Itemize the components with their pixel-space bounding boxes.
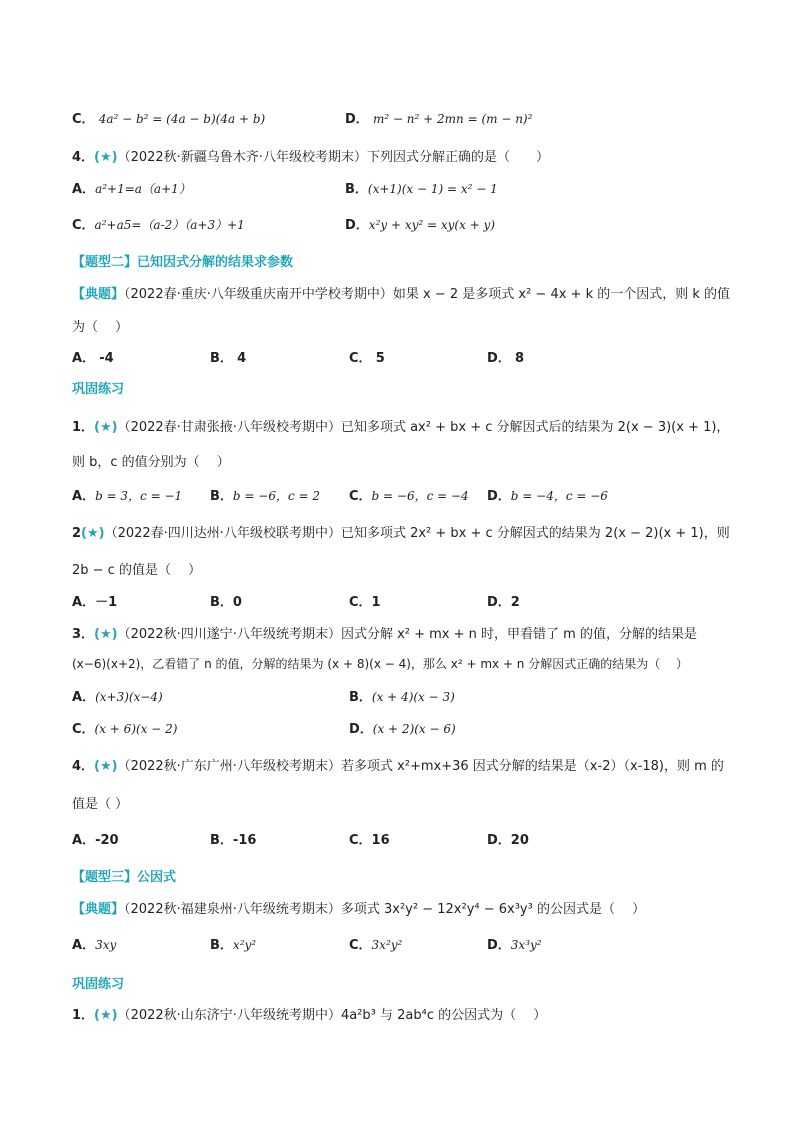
star-icon: (★) <box>94 420 118 435</box>
option-math: a²+a5=（a-2）（a+3）+1 <box>94 218 245 232</box>
question-text: 多项式 3x²y² − 12x²y⁴ − 6x³y³ 的公因式是（ ） <box>340 902 646 917</box>
question-text: 若多项式 x²+mx+36 因式分解的结果是（x-2）（x-18)，则 m 的 <box>340 759 724 774</box>
question-number: 1． <box>72 420 95 435</box>
option-c[interactable] <box>72 214 245 233</box>
question-number: 4． <box>72 150 95 165</box>
question-text: 已知多项式 ax² + bx + c 分解因式后的结果为 2(x − 3)(x + 1)， <box>340 420 730 435</box>
option-letter: C． <box>72 218 95 233</box>
option-b[interactable] <box>210 485 320 504</box>
option-letter: B． <box>349 690 372 705</box>
practice-label: 巩固练习 <box>72 977 125 992</box>
option-letter: B． <box>345 182 368 197</box>
question-1-stem <box>72 416 729 435</box>
option-a[interactable] <box>72 485 182 504</box>
question-text: 因式分解 x² + mx + n 时，甲看错了 m 的值，分解的结果是 <box>340 627 697 642</box>
option-letter: C． <box>72 722 95 737</box>
option-math: m² − n² + 2mn = (m − n)² <box>372 112 533 126</box>
question-number: 4． <box>72 759 95 774</box>
option-math: 3xy <box>95 938 117 952</box>
option-b[interactable] <box>210 934 256 953</box>
option-a[interactable] <box>72 829 119 848</box>
star-icon: (★) <box>94 759 118 774</box>
section-title: 【题型二】已知因式分解的结果求参数 <box>72 255 294 270</box>
option-b[interactable] <box>349 686 455 705</box>
question-text-cont: 为（ ） <box>72 320 129 335</box>
option-letter: C． <box>349 351 372 366</box>
question-text-cont: 2b − c 的值是（ ） <box>72 563 202 578</box>
option-letter: C． <box>349 595 372 610</box>
option-letter: D． <box>345 218 369 233</box>
option-letter: C． <box>72 112 95 127</box>
option-value: -4 <box>99 351 114 366</box>
question-text-cont: (x−6)(x+2)，乙看错了 n 的值，分解的结果为 (x + 8)(x − 4)，那么 x² + mx + n 分解因式正确的结果为（ ） <box>72 657 689 671</box>
option-letter: D． <box>349 722 373 737</box>
option-letter: B． <box>210 938 233 953</box>
option-value: 4 <box>237 351 247 366</box>
option-math: b = −6，c = −4 <box>371 489 469 503</box>
option-letter: C． <box>349 833 372 848</box>
option-letter: C． <box>349 489 372 504</box>
option-letter: B． <box>210 595 233 610</box>
option-a[interactable] <box>72 347 114 366</box>
option-letter: D． <box>487 595 511 610</box>
option-d[interactable] <box>345 214 495 233</box>
option-value: －1 <box>95 595 118 610</box>
option-value: 5 <box>375 351 385 366</box>
option-math: b = −4，c = −6 <box>510 489 608 503</box>
question-number: 1． <box>72 1008 95 1023</box>
option-math: (x+3)(x−4) <box>95 690 163 704</box>
question-source: （2022春·甘肃张掖·八年级校考期中） <box>117 420 341 435</box>
option-math: x²y² <box>232 938 257 952</box>
option-c[interactable] <box>72 108 265 127</box>
star-icon: (★) <box>94 1008 118 1023</box>
option-math: (x + 2)(x − 6) <box>372 722 456 736</box>
question-source: （2022春·四川达州·八年级校联考期中） <box>104 526 341 541</box>
question-text: 已知多项式 2x² + bx + c 分解因式的结果为 2(x − 2)(x + 1)，则 <box>340 526 730 541</box>
option-c[interactable] <box>349 347 385 366</box>
practice-label: 巩固练习 <box>72 382 125 397</box>
option-letter: A． <box>72 351 96 366</box>
option-a[interactable] <box>72 591 117 610</box>
option-math: b = −6，c = 2 <box>232 489 321 503</box>
option-letter: B． <box>210 833 233 848</box>
question-text: 下列因式分解正确的是（ ） <box>366 150 549 165</box>
option-value: 20 <box>510 833 529 848</box>
option-value: -20 <box>95 833 119 848</box>
option-c[interactable] <box>349 485 469 504</box>
option-math: b = 3，c = −1 <box>95 489 183 503</box>
option-c[interactable] <box>72 718 177 737</box>
option-letter: A． <box>72 833 96 848</box>
option-letter: A． <box>72 938 96 953</box>
option-math: x²y + xy² = xy(x + y) <box>368 218 496 232</box>
question-source: （2022秋·山东济宁·八年级统考期中） <box>117 1008 341 1023</box>
option-letter: A． <box>72 489 96 504</box>
option-b[interactable] <box>210 829 256 848</box>
option-value: 16 <box>371 833 390 848</box>
section-title: 【题型三】公因式 <box>72 870 177 885</box>
option-b[interactable] <box>210 347 246 366</box>
option-value: 0 <box>232 595 242 610</box>
option-b[interactable] <box>210 591 242 610</box>
option-value: 8 <box>514 351 524 366</box>
question-4-stem <box>72 146 549 165</box>
option-letter: C． <box>349 938 372 953</box>
option-d[interactable] <box>487 591 520 610</box>
question-source: （2022秋·福建泉州·八年级统考期末） <box>124 902 341 917</box>
option-letter: D． <box>487 489 511 504</box>
option-d[interactable] <box>345 108 532 127</box>
question-source: （2022秋·四川遂宁·八年级统考期末） <box>117 627 341 642</box>
option-a[interactable] <box>72 178 191 197</box>
question-4-stem <box>72 755 724 774</box>
question-text: 4a²b³ 与 2ab⁴c 的公因式为（ ） <box>340 1008 547 1023</box>
question-2-stem <box>72 522 730 541</box>
option-d[interactable] <box>487 934 542 953</box>
question-1-stem <box>72 1004 546 1023</box>
option-math: 3x²y² <box>371 938 403 952</box>
option-value: -16 <box>232 833 257 848</box>
option-a[interactable] <box>72 934 116 953</box>
option-math: 4a² − b² = (4a − b)(4a + b) <box>98 112 266 126</box>
option-letter: B． <box>210 489 233 504</box>
option-math: 3x³y² <box>510 938 542 952</box>
example-label: 【典题】 <box>72 287 125 302</box>
option-d[interactable] <box>487 485 608 504</box>
star-icon: (★) <box>94 150 118 165</box>
example-label: 【典题】 <box>72 902 125 917</box>
question-number: 3． <box>72 627 95 642</box>
option-b[interactable] <box>345 178 498 197</box>
option-letter: D． <box>487 833 511 848</box>
option-math: a²+1=a（a+1） <box>95 182 191 196</box>
question-source: （2022春·重庆·八年级重庆南开中学校考期中） <box>124 287 393 302</box>
question-text-cont: 则 b，c 的值分别为（ ） <box>72 455 230 470</box>
question-text-cont: 值是（ ） <box>72 797 129 812</box>
option-letter: A． <box>72 690 96 705</box>
option-letter: D． <box>487 938 511 953</box>
option-math: (x + 4)(x − 3) <box>371 690 455 704</box>
star-icon: (★) <box>94 627 118 642</box>
option-math: (x+1)(x − 1) = x² − 1 <box>367 182 498 196</box>
example-stem <box>72 283 730 302</box>
option-d[interactable] <box>349 718 456 737</box>
question-source: （2022秋·广东广州·八年级校考期末） <box>117 759 341 774</box>
option-letter: A． <box>72 595 96 610</box>
question-source: （2022秋·新疆乌鲁木齐·八年级校考期末） <box>117 150 367 165</box>
option-value: 2 <box>510 595 520 610</box>
option-d[interactable] <box>487 347 524 366</box>
option-letter: B． <box>210 351 233 366</box>
option-a[interactable] <box>72 686 163 705</box>
star-icon: (★) <box>81 526 105 541</box>
example-stem <box>72 898 645 917</box>
question-text: 如果 x − 2 是多项式 x² − 4x + k 的一个因式，则 k 的值 <box>392 287 731 302</box>
option-value: 1 <box>371 595 381 610</box>
option-math: (x + 6)(x − 2) <box>94 722 178 736</box>
option-letter: A． <box>72 182 96 197</box>
option-c[interactable] <box>349 829 390 848</box>
option-letter: D． <box>487 351 511 366</box>
option-d[interactable] <box>487 829 529 848</box>
option-letter: D． <box>345 112 369 127</box>
option-c[interactable] <box>349 934 402 953</box>
option-c[interactable] <box>349 591 381 610</box>
question-3-stem <box>72 623 697 642</box>
question-number: 2 <box>72 526 82 541</box>
